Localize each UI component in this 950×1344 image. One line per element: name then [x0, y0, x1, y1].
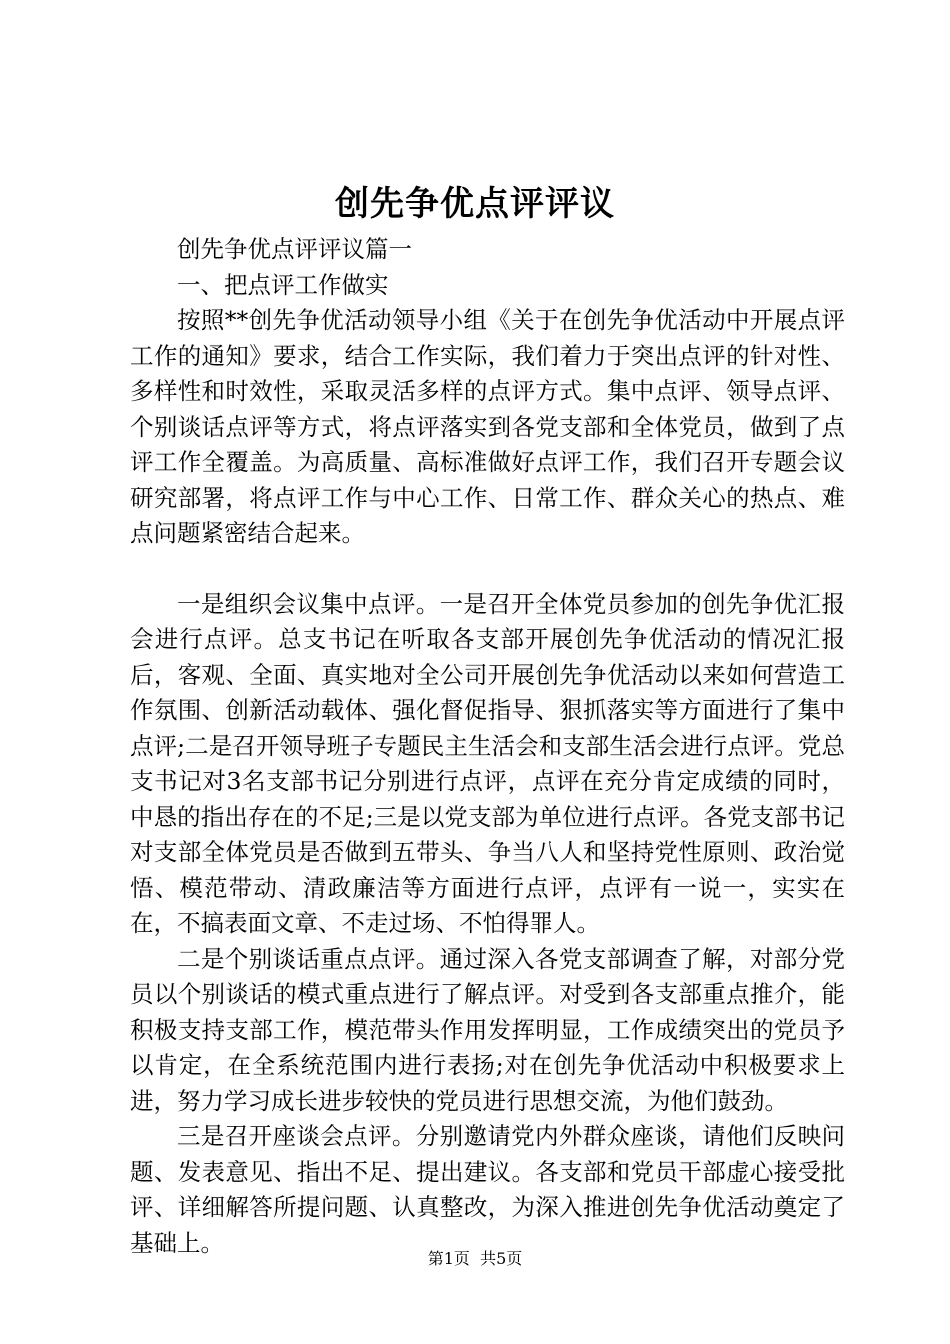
section-heading: 一、把点评工作做实 [177, 270, 389, 299]
footer-spacer [470, 1249, 480, 1268]
page-number: 第1页 [427, 1249, 470, 1268]
page-total: 共5页 [480, 1249, 523, 1268]
paragraph-3: 二是个别谈话重点点评。通过深入各党支部调查了解，对部分党员以个别谈话的模式重点进行了解点评。对受到各支部重点推介，能积极支持支部工作，模范带头作用发挥明显，工作成绩突出的党员予以肯定，在全系统范围内进行表扬;对在创先争优活动中积极要求上进，努力学习成长进步较快的党员进行思想交流，为他们鼓劲。 [130, 944, 845, 1115]
document-subtitle: 创先争优点评评议篇一 [177, 235, 412, 263]
paragraph-4: 三是召开座谈会点评。分别邀请党内外群众座谈，请他们反映问题、发表意见、指出不足、提出建议。各支部和党员干部虚心接受批评、详细解答所提问题、认真整改，为深入推进创先争优活动奠定了基础上。 [130, 1122, 845, 1257]
paragraph-2: 一是组织会议集中点评。一是召开全体党员参加的创先争优汇报会进行点评。总支书记在听取各支部开展创先争优活动的情况汇报后，客观、全面、真实地对全公司开展创先争优活动以来如何营造工作氛围、创新活动载体、强化督促指导、狠抓落实等方面进行了集中点评;二是召开领导班子专题民主生活会和支部生活会进行点评。党总支书记对3名支部书记分别进行点评，点评在充分肯定成绩的同时，中恳的指出存在的不足;三是以党支部为单位进行点评。各党支部书记对支部全体党员是否做到五带头、争当八人和坚持党性原则、政治觉悟、模范带动、清政廉洁等方面进行点评，点评有一说一，实实在在，不搞表面文章、不走过场、不怕得罪人。 [130, 589, 845, 937]
paragraph-1: 按照**创先争优活动领导小组《关于在创先争优活动中开展点评工作的通知》要求，结合工作实际，我们着力于突出点评的针对性、多样性和时效性，采取灵活多样的点评方式。集中点评、领导点评、个别谈话点评等方式，将点评落实到各党支部和全体党员，做到了点评工作全覆盖。为高质量、高标准做好点评工作，我们召开专题会议研究部署，将点评工作与中心工作、日常工作、群众关心的热点、难点问题紧密结合起来。 [130, 306, 845, 547]
document-title: 创先争优点评评议 [335, 184, 615, 224]
document-body [130, 232, 845, 1261]
paragraph-gap [130, 552, 845, 587]
page-footer [0, 1248, 950, 1270]
